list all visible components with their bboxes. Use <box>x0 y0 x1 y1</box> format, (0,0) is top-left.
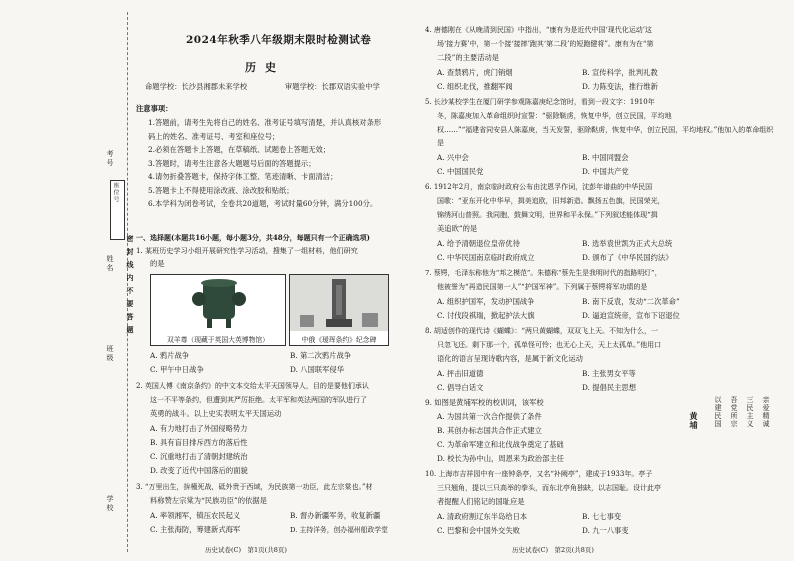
q2-option-a[interactable]: A. 有力地打击了外国侵略势力 <box>150 424 248 433</box>
q9-option-b[interactable]: B. 其创办标志国共合作正式建立 <box>437 426 542 435</box>
class-label: 班级 <box>106 345 114 363</box>
page-footer: 历史试卷(C) 第2页(共8页) <box>512 546 594 554</box>
q4-stem: 场‘接力赛’中，第一个接‘接摔’跑其‘第二段’的短跑健将”。康有为在“第 <box>437 40 654 48</box>
q6-stem: 美追欧”的是 <box>437 224 478 233</box>
q9-option-a[interactable]: A. 为国共第一次合作提供了条件 <box>437 412 542 421</box>
notice-list <box>148 116 388 211</box>
q2-option-b[interactable]: B. 具有盲目排斥西方的落后性 <box>150 438 248 447</box>
q10-stem: 10. 上海市吉祥园中有一座钟条亭，又名“补阙亭”，建成于1933年。亭子 <box>425 470 653 478</box>
q10-option-c[interactable]: C. 巴黎和会中国外交失败 <box>437 526 520 535</box>
q10-stem: 者提醒人们铭记的国耻应是 <box>437 497 525 506</box>
q4-option-b[interactable]: B. 宣传科学，批判礼教 <box>582 68 658 77</box>
ram-vessel-icon <box>151 275 285 331</box>
q8-option-b[interactable]: B. 主张男女平等 <box>582 369 636 378</box>
q9-stem: 9. 如图是黄埔军校的校训词，该军校 <box>425 398 544 407</box>
q10-option-b[interactable]: B. 七七事变 <box>582 512 622 521</box>
q8-stem: 只忽飞还。剩下那一个，孤单怪可怜；也无心上天，天上太孤单。”他用口 <box>437 341 662 349</box>
q3-option-b[interactable]: B. 督办新疆军务，收复新疆 <box>290 511 381 520</box>
q1-image-1-caption: 双羊尊（现藏于英国大英博物馆） <box>167 336 269 344</box>
q9-motto-image <box>665 392 781 466</box>
q6-stem: 锦绣河山普照。我同胞，鼓舞文明，世界和平永保。”下列叙述能体现“揖 <box>437 211 658 219</box>
name-label: 姓名 <box>106 255 114 273</box>
motto-line: 以建民国 <box>714 396 722 428</box>
q6-option-a[interactable]: A. 给予清朝退位皇帝优待 <box>437 239 520 248</box>
notice-item: 3.答题时，请考生注意各大题题号后面的答题提示； <box>148 158 316 168</box>
q6-option-c[interactable]: C. 中华民国南京临时政府成立 <box>437 253 535 262</box>
q2-stem: 2. 英国人傅《南京条约》的中文本交给太平天国领导人，目的是要他们承认 <box>136 382 369 390</box>
q8-option-c[interactable]: C. 倡导白话文 <box>437 383 484 392</box>
q5-option-b[interactable]: B. 中国同盟会 <box>582 153 629 162</box>
exam-title: 2024年秋季八年级期末限时检测试卷 <box>186 34 372 46</box>
q4-option-d[interactable]: D. 力陈变法，推行维新 <box>582 82 658 91</box>
q1-option-d[interactable]: D. 八国联军侵华 <box>290 365 345 374</box>
q8-option-d[interactable]: D. 提倡民主思想 <box>582 383 637 392</box>
monument-icon <box>290 275 388 331</box>
motto-line: 吾党所宗 <box>730 396 738 428</box>
notice-item: 4.请勿折叠答题卡，保持字体工整、笔迹清晰、卡面清洁； <box>148 172 338 181</box>
q3-stem: 料称赞左宗棠为“民族功臣”的依据是 <box>150 496 267 505</box>
q1-image-2 <box>289 274 389 346</box>
q1-image-2-caption: 中俄《瑷珲条约》纪念碑 <box>301 336 377 344</box>
q5-option-c[interactable]: C. 中国国民党 <box>437 167 484 176</box>
q8-option-a[interactable]: A. 抨击旧道德 <box>437 369 484 378</box>
q7-option-a[interactable]: A. 组织护国军，发动护国战争 <box>437 297 535 306</box>
q6-option-b[interactable]: B. 选举袁世凯为正式大总统 <box>582 239 673 248</box>
q1-image-1 <box>150 274 286 346</box>
q1-stem: 1. 某班历史学习小组开展研究性学习活动，搜集了一组材料，他们研究 <box>136 246 358 255</box>
motto-line: 亲爱精诚 <box>762 396 770 428</box>
q10-stem: 三只翘角，提以三只高举的拳头，而东北亭角独缺，以志国耻。设计此亭 <box>437 484 661 492</box>
reviewer-school: 审题学校：长郡双语实验中学 <box>285 82 380 91</box>
q2-stem: 这一不平等条约，但遭到其严厉拒绝。太平军和英法两国的军队进行了 <box>150 396 367 404</box>
q3-option-d[interactable]: D. 主持洋务，创办福州船政学堂 <box>290 526 388 534</box>
seal-notice: 密封线内不要答题 <box>126 235 135 339</box>
subject-title: 历史 <box>245 61 285 74</box>
q3-stem: 3. “万里出生，拚橦死战，砥外贵于西域，为民族第一功臣，此左宗棠也。”材 <box>136 483 373 491</box>
motto-line: 三民主义 <box>746 396 754 428</box>
q4-option-a[interactable]: A. 查禁鸦片，虎门销烟 <box>437 68 513 77</box>
seat-no-label: 座位号 <box>112 182 119 203</box>
notice-item: 5.答题卡上不得使用涂改液、涂改胶和贴纸； <box>148 185 294 195</box>
q6-option-d[interactable]: D. 颁布了《中华民国约法》 <box>582 253 673 262</box>
notice-item: 6.本学科为闭卷考试，全卷共20道题，考试时量60分钟，满分100分。 <box>148 199 378 208</box>
q1-stem: 的是 <box>150 259 165 268</box>
q7-stem: 7. 蔡锷，毛泽东称他为“邦之模范”。朱德称“蔡先生是我明时代的指路明灯”， <box>425 269 662 277</box>
q5-stem: 5. 长沙某校学生在厦门研学参观陈嘉庚纪念馆时，看到一段文字：1910年 <box>425 98 655 106</box>
notice-heading: 注意事项： <box>136 104 173 113</box>
q4-option-c[interactable]: C. 组织北伐，推翻军阀 <box>437 82 513 91</box>
exam-no-label: 考号 <box>106 150 114 168</box>
q2-option-d[interactable]: D. 改变了近代中国落后的面貌 <box>150 466 248 475</box>
setter-school: 命题学校：长沙县湘郡未来学校 <box>145 82 248 91</box>
q8-stem: 语化的语言呈现诗歌内容，是属于新文化运动 <box>437 354 583 363</box>
q1-option-c[interactable]: C. 甲午中日战争 <box>150 365 204 374</box>
q10-option-a[interactable]: A. 清政府割辽东半岛给日本 <box>437 512 528 521</box>
q6-stem: 国歌：“亚东开化中华早，揖美追欧，旧邦新造。飘扬五色旗，民国荣光， <box>437 197 665 205</box>
page-footer: 历史试卷(C) 第1页(共8页) <box>205 546 287 554</box>
page-2 <box>397 0 794 561</box>
q4-stem: 4. 唐德刚在《从晚清到民国》中指出，“康有为是近代中国‘现代化运动’这 <box>425 26 652 34</box>
q5-stem: 冬，陈嘉庚加入革命组织时宣誓：“驱除鞑虏，恢复中华，创立民国，平均地 <box>437 112 672 120</box>
motto-signature: 黄埔 <box>689 412 699 430</box>
notice-item: 1.答题前，请考生先将自己的姓名、准考证号填写清楚，并认真核对条形码上的姓名、准考证号、考室和座位号； <box>148 118 382 141</box>
q1-option-b[interactable]: B. 第二次鸦片战争 <box>290 351 352 360</box>
q7-option-b[interactable]: B. 南下反袁，发动“二次革命” <box>582 297 680 306</box>
q5-stem: 权……”“福建省同安县人陈嘉庚，当天发誓，驱除鞑虏，恢复中华，创立民国，平均地权。”他加入的革命组织是 <box>437 126 774 147</box>
q1-option-a[interactable]: A. 鸦片战争 <box>150 351 190 360</box>
q9-option-c[interactable]: C. 为革命军建立和北伐战争奠定了基础 <box>437 440 564 449</box>
q3-option-c[interactable]: C. 主张海防，筹建新式海军 <box>150 525 241 534</box>
q5-option-a[interactable]: A. 兴中会 <box>437 153 469 162</box>
q10-option-d[interactable]: D. 九一八事变 <box>582 526 629 535</box>
q7-option-c[interactable]: C. 讨伐段祺瑞，掀起护法大旗 <box>437 311 535 320</box>
q8-stem: 8. 胡适创作的现代诗《蝴蝶》：“两只黄蝴蝶，双双飞上天。不知为什么，一 <box>425 327 658 335</box>
q5-option-d[interactable]: D. 中国共产党 <box>582 167 629 176</box>
q2-option-c[interactable]: C. 沉重地打击了清朝封建统治 <box>150 452 248 461</box>
q3-option-a[interactable]: A. 率领湘军，镇压农民起义 <box>150 511 241 520</box>
q9-option-d[interactable]: D. 校长为孙中山，周恩来为政治部主任 <box>437 454 564 463</box>
section-heading: 一、选择题(本题共16小题，每小题3分，共48分，每题只有一个正确选项) <box>136 233 370 242</box>
q7-option-d[interactable]: D. 逼迫宣统帝，宣布下诏退位 <box>582 311 680 320</box>
q4-stem: 二段”的主要活动是 <box>437 53 500 62</box>
notice-item: 2.必须在答题卡上答题，在草稿纸、试题卷上答题无效； <box>148 145 331 154</box>
q2-stem: 英勇的战斗。以上史实表明太平天国运动 <box>150 409 282 418</box>
school-label: 学校 <box>106 495 114 513</box>
q6-stem: 6. 1912年2月，南京临时政府公布由沈恩孚作词，沈彭年谱曲的中华民国 <box>425 183 653 191</box>
q7-stem: 他被誉为“再造民国第一人”“护国军神”。下列属于蔡锷将军功绩的是 <box>437 283 648 291</box>
